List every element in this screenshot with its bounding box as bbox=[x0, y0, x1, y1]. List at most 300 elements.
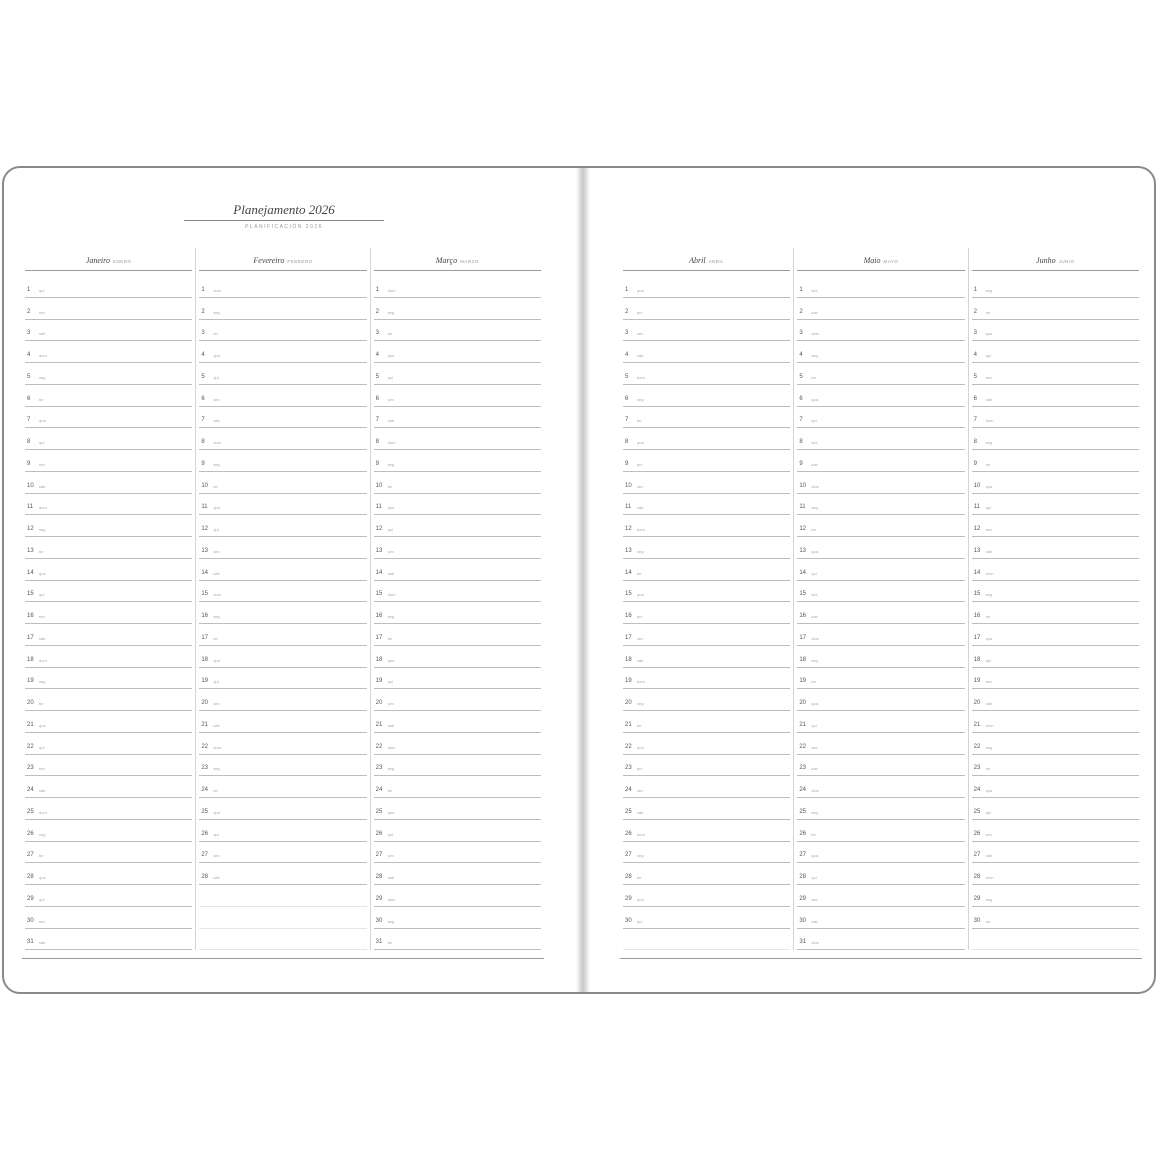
month-name-alt: JUNIO bbox=[1058, 259, 1075, 264]
weekday-label: dom bbox=[985, 722, 994, 728]
day-row[interactable] bbox=[25, 929, 192, 951]
weekday-label: dom bbox=[213, 440, 222, 445]
day-row[interactable] bbox=[25, 820, 192, 842]
day-row[interactable] bbox=[972, 450, 1139, 472]
day-list bbox=[371, 276, 544, 950]
day-row[interactable] bbox=[199, 276, 366, 298]
day-row[interactable] bbox=[374, 407, 541, 429]
day-number: 23 bbox=[973, 765, 981, 772]
day-number: 10 bbox=[625, 482, 632, 489]
day-row[interactable] bbox=[623, 863, 790, 885]
empty-day-row[interactable] bbox=[623, 929, 790, 951]
empty-day-row[interactable] bbox=[972, 929, 1139, 951]
day-row[interactable] bbox=[374, 711, 541, 733]
weekday-label: seg bbox=[213, 614, 220, 619]
day-row[interactable] bbox=[374, 820, 541, 842]
weekday-label: seg bbox=[213, 309, 220, 315]
empty-day-row[interactable] bbox=[199, 907, 366, 929]
day-row[interactable] bbox=[199, 755, 366, 777]
day-number: 3 bbox=[27, 330, 31, 337]
day-number: 2 bbox=[973, 308, 977, 315]
day-number: 11 bbox=[27, 504, 34, 511]
day-row[interactable] bbox=[25, 407, 192, 429]
day-row[interactable] bbox=[199, 863, 366, 885]
weekday-label: dom bbox=[985, 418, 994, 424]
day-row[interactable] bbox=[972, 276, 1139, 298]
day-number: 8 bbox=[375, 439, 379, 445]
day-row[interactable] bbox=[623, 428, 790, 450]
day-number: 23 bbox=[799, 765, 807, 772]
weekday-label: qui bbox=[811, 570, 817, 576]
weekday-label: qua bbox=[213, 809, 221, 815]
day-row[interactable] bbox=[199, 820, 366, 842]
day-number: 20 bbox=[375, 700, 383, 706]
day-row[interactable] bbox=[623, 494, 790, 516]
planner-title bbox=[184, 202, 384, 230]
weekday-label: qua bbox=[811, 701, 819, 706]
day-row[interactable] bbox=[374, 668, 541, 690]
day-row[interactable] bbox=[374, 624, 541, 646]
day-row[interactable] bbox=[199, 320, 366, 342]
day-number: 27 bbox=[799, 852, 807, 859]
day-row[interactable] bbox=[623, 668, 790, 690]
bottom-rule bbox=[22, 958, 544, 959]
day-row[interactable] bbox=[623, 450, 790, 472]
weekday-label: ter bbox=[387, 788, 393, 793]
day-row[interactable] bbox=[797, 711, 964, 733]
month-column-março bbox=[370, 248, 544, 950]
weekday-label: sex bbox=[811, 287, 818, 293]
day-row[interactable] bbox=[972, 515, 1139, 537]
day-number: 22 bbox=[27, 743, 34, 750]
day-row[interactable] bbox=[199, 733, 366, 755]
day-row[interactable] bbox=[25, 689, 192, 711]
day-row[interactable] bbox=[25, 711, 192, 733]
weekday-label: sáb bbox=[387, 875, 395, 880]
day-row[interactable] bbox=[623, 646, 790, 668]
day-row[interactable] bbox=[623, 755, 790, 777]
weekday-label: qui bbox=[637, 614, 643, 619]
weekday-label: qui bbox=[39, 287, 45, 293]
day-row[interactable] bbox=[623, 407, 790, 429]
day-row[interactable] bbox=[374, 885, 541, 907]
day-row[interactable] bbox=[972, 820, 1139, 842]
day-number: 27 bbox=[27, 852, 34, 859]
day-row[interactable] bbox=[797, 929, 964, 951]
day-row[interactable] bbox=[374, 798, 541, 820]
day-row[interactable] bbox=[797, 668, 964, 690]
day-row[interactable] bbox=[199, 472, 366, 494]
day-row[interactable] bbox=[623, 581, 790, 603]
day-row[interactable] bbox=[374, 537, 541, 559]
day-row[interactable] bbox=[972, 624, 1139, 646]
weekday-label: sex bbox=[985, 831, 992, 837]
day-number: 10 bbox=[27, 482, 34, 489]
day-row[interactable] bbox=[623, 320, 790, 342]
day-row[interactable] bbox=[623, 885, 790, 907]
left-months-grid bbox=[22, 248, 544, 950]
day-number: 21 bbox=[201, 721, 209, 728]
weekday-label: sáb bbox=[985, 701, 993, 706]
day-row[interactable] bbox=[623, 602, 790, 624]
weekday-label: dom bbox=[387, 744, 396, 750]
day-number: 16 bbox=[973, 613, 981, 619]
month-header bbox=[972, 248, 1139, 271]
day-row[interactable] bbox=[25, 494, 192, 516]
day-row[interactable] bbox=[797, 363, 964, 385]
weekday-label: sáb bbox=[811, 918, 818, 924]
day-row[interactable] bbox=[623, 385, 790, 407]
weekday-label: seg bbox=[811, 657, 818, 663]
day-row[interactable] bbox=[623, 559, 790, 581]
day-row[interactable] bbox=[199, 428, 366, 450]
day-row[interactable] bbox=[199, 559, 366, 581]
day-row[interactable] bbox=[374, 276, 541, 298]
day-row[interactable] bbox=[199, 668, 366, 690]
weekday-label: ter bbox=[39, 853, 44, 859]
day-row[interactable] bbox=[25, 320, 192, 342]
day-number: 1 bbox=[799, 286, 803, 293]
day-row[interactable] bbox=[797, 602, 964, 624]
day-number: 16 bbox=[201, 613, 209, 619]
day-row[interactable] bbox=[797, 472, 964, 494]
day-row[interactable] bbox=[972, 559, 1139, 581]
day-row[interactable] bbox=[797, 776, 964, 798]
day-row[interactable] bbox=[374, 472, 541, 494]
day-row[interactable] bbox=[972, 428, 1139, 450]
day-row[interactable] bbox=[199, 776, 366, 798]
weekday-label: dom bbox=[213, 287, 222, 293]
weekday-label: sex bbox=[811, 440, 818, 445]
weekday-label: ter bbox=[213, 331, 218, 337]
day-row[interactable] bbox=[623, 820, 790, 842]
day-row[interactable] bbox=[25, 537, 192, 559]
day-row[interactable] bbox=[374, 298, 541, 320]
day-row[interactable] bbox=[797, 428, 964, 450]
day-row[interactable] bbox=[25, 842, 192, 864]
day-row[interactable] bbox=[623, 276, 790, 298]
day-row[interactable] bbox=[797, 581, 964, 603]
month-name-alt: FEBRERO bbox=[287, 259, 313, 264]
day-row[interactable] bbox=[797, 820, 964, 842]
weekday-label: sáb bbox=[811, 309, 818, 315]
day-row[interactable] bbox=[199, 298, 366, 320]
day-row[interactable] bbox=[199, 624, 366, 646]
day-row[interactable] bbox=[972, 907, 1139, 929]
day-row[interactable] bbox=[374, 494, 541, 516]
day-row[interactable] bbox=[374, 341, 541, 363]
day-row[interactable] bbox=[972, 472, 1139, 494]
day-row[interactable] bbox=[25, 276, 192, 298]
day-row[interactable] bbox=[972, 711, 1139, 733]
weekday-label: qua bbox=[39, 722, 46, 728]
weekday-label: sáb bbox=[637, 809, 644, 815]
weekday-label: dom bbox=[811, 788, 820, 793]
day-row[interactable] bbox=[797, 842, 964, 864]
weekday-label: sex bbox=[985, 374, 992, 380]
day-row[interactable] bbox=[797, 450, 964, 472]
day-number: 11 bbox=[799, 504, 806, 511]
weekday-label: sáb bbox=[387, 722, 395, 728]
day-row[interactable] bbox=[623, 842, 790, 864]
day-row[interactable] bbox=[25, 341, 192, 363]
day-number: 16 bbox=[799, 613, 807, 619]
day-row[interactable] bbox=[25, 602, 192, 624]
day-row[interactable] bbox=[623, 363, 790, 385]
day-row[interactable] bbox=[972, 733, 1139, 755]
day-row[interactable] bbox=[199, 494, 366, 516]
weekday-label: qui bbox=[637, 918, 643, 924]
day-row[interactable] bbox=[25, 515, 192, 537]
day-number: 11 bbox=[375, 504, 382, 511]
day-row[interactable] bbox=[972, 537, 1139, 559]
day-row[interactable] bbox=[374, 363, 541, 385]
weekday-label: qua bbox=[387, 353, 395, 358]
day-number: 1 bbox=[625, 286, 629, 293]
day-row[interactable] bbox=[374, 689, 541, 711]
weekday-label: qui bbox=[985, 505, 991, 511]
day-row[interactable] bbox=[797, 907, 964, 929]
day-row[interactable] bbox=[374, 929, 541, 951]
day-row[interactable] bbox=[972, 863, 1139, 885]
day-row[interactable] bbox=[199, 450, 366, 472]
day-row[interactable] bbox=[199, 515, 366, 537]
day-row[interactable] bbox=[199, 842, 366, 864]
weekday-label: qui bbox=[39, 896, 45, 902]
empty-day-row[interactable] bbox=[199, 929, 366, 951]
day-row[interactable] bbox=[972, 842, 1139, 864]
day-row[interactable] bbox=[623, 624, 790, 646]
weekday-label: ter bbox=[637, 722, 642, 728]
weekday-label: sex bbox=[39, 918, 46, 924]
day-number: 15 bbox=[625, 591, 632, 598]
day-row[interactable] bbox=[374, 842, 541, 864]
day-row[interactable] bbox=[623, 515, 790, 537]
day-number: 24 bbox=[201, 787, 209, 793]
weekday-label: ter bbox=[213, 635, 218, 641]
day-row[interactable] bbox=[972, 407, 1139, 429]
day-number: 3 bbox=[375, 330, 379, 337]
day-row[interactable] bbox=[374, 515, 541, 537]
day-row[interactable] bbox=[25, 755, 192, 777]
day-number: 30 bbox=[27, 917, 34, 924]
day-number: 2 bbox=[625, 308, 629, 315]
weekday-label: sex bbox=[213, 548, 220, 554]
day-row[interactable] bbox=[972, 341, 1139, 363]
weekday-label: qua bbox=[39, 570, 46, 576]
day-row[interactable] bbox=[797, 559, 964, 581]
weekday-label: qua bbox=[985, 635, 993, 641]
day-row[interactable] bbox=[797, 863, 964, 885]
day-row[interactable] bbox=[199, 385, 366, 407]
month-column-junho bbox=[968, 248, 1142, 950]
day-number: 15 bbox=[799, 591, 807, 598]
day-row[interactable] bbox=[374, 602, 541, 624]
day-row[interactable] bbox=[374, 559, 541, 581]
day-row[interactable] bbox=[25, 624, 192, 646]
day-row[interactable] bbox=[972, 646, 1139, 668]
day-row[interactable] bbox=[623, 298, 790, 320]
day-row[interactable] bbox=[25, 885, 192, 907]
day-number: 15 bbox=[27, 591, 34, 598]
day-row[interactable] bbox=[972, 668, 1139, 690]
day-row[interactable] bbox=[25, 733, 192, 755]
day-row[interactable] bbox=[25, 581, 192, 603]
day-row[interactable] bbox=[25, 450, 192, 472]
day-number: 26 bbox=[625, 830, 632, 837]
day-row[interactable] bbox=[797, 733, 964, 755]
day-row[interactable] bbox=[797, 689, 964, 711]
weekday-label: qui bbox=[637, 309, 643, 315]
day-row[interactable] bbox=[972, 885, 1139, 907]
day-number: 7 bbox=[799, 417, 803, 424]
day-row[interactable] bbox=[25, 472, 192, 494]
day-number: 22 bbox=[375, 743, 383, 750]
day-number: 11 bbox=[201, 504, 208, 511]
weekday-label: qua bbox=[637, 592, 644, 598]
day-row[interactable] bbox=[972, 755, 1139, 777]
weekday-label: seg bbox=[985, 440, 993, 445]
day-row[interactable] bbox=[623, 776, 790, 798]
weekday-label: ter bbox=[985, 766, 991, 772]
day-row[interactable] bbox=[623, 733, 790, 755]
day-row[interactable] bbox=[374, 385, 541, 407]
day-row[interactable] bbox=[199, 798, 366, 820]
day-number: 28 bbox=[201, 874, 209, 880]
day-number: 4 bbox=[799, 352, 803, 358]
day-row[interactable] bbox=[199, 581, 366, 603]
day-row[interactable] bbox=[199, 689, 366, 711]
day-row[interactable] bbox=[25, 776, 192, 798]
day-row[interactable] bbox=[199, 537, 366, 559]
weekday-label: seg bbox=[637, 701, 644, 706]
day-row[interactable] bbox=[623, 537, 790, 559]
day-number: 12 bbox=[625, 526, 632, 532]
day-list bbox=[794, 276, 967, 950]
day-number: 9 bbox=[201, 460, 205, 467]
day-row[interactable] bbox=[972, 298, 1139, 320]
day-row[interactable] bbox=[25, 907, 192, 929]
day-row[interactable] bbox=[25, 798, 192, 820]
day-row[interactable] bbox=[972, 776, 1139, 798]
weekday-label: seg bbox=[985, 896, 993, 902]
day-row[interactable] bbox=[797, 798, 964, 820]
day-row[interactable] bbox=[199, 711, 366, 733]
day-row[interactable] bbox=[199, 407, 366, 429]
day-number: 2 bbox=[201, 308, 205, 315]
weekday-label: sex bbox=[637, 635, 644, 641]
day-number: 18 bbox=[625, 656, 632, 663]
day-row[interactable] bbox=[199, 341, 366, 363]
day-row[interactable] bbox=[623, 907, 790, 929]
day-row[interactable] bbox=[797, 537, 964, 559]
day-row[interactable] bbox=[972, 494, 1139, 516]
day-number: 15 bbox=[375, 591, 383, 598]
day-number: 6 bbox=[625, 395, 629, 402]
day-number: 25 bbox=[201, 808, 209, 815]
day-row[interactable] bbox=[25, 363, 192, 385]
weekday-label: dom bbox=[637, 527, 645, 532]
day-row[interactable] bbox=[374, 581, 541, 603]
day-row[interactable] bbox=[374, 450, 541, 472]
day-row[interactable] bbox=[797, 755, 964, 777]
day-row[interactable] bbox=[972, 798, 1139, 820]
weekday-label: seg bbox=[39, 679, 46, 685]
day-row[interactable] bbox=[623, 689, 790, 711]
day-row[interactable] bbox=[25, 863, 192, 885]
day-row[interactable] bbox=[25, 646, 192, 668]
page-title: Planejamento 2026 bbox=[184, 202, 384, 221]
day-row[interactable] bbox=[25, 559, 192, 581]
day-row[interactable] bbox=[623, 798, 790, 820]
day-row[interactable] bbox=[972, 385, 1139, 407]
day-row[interactable] bbox=[972, 581, 1139, 603]
day-row[interactable] bbox=[25, 385, 192, 407]
day-row[interactable] bbox=[972, 602, 1139, 624]
day-number: 14 bbox=[799, 569, 807, 576]
day-number: 3 bbox=[201, 330, 205, 337]
day-row[interactable] bbox=[199, 602, 366, 624]
day-row[interactable] bbox=[623, 472, 790, 494]
empty-day-row[interactable] bbox=[199, 885, 366, 907]
day-row[interactable] bbox=[623, 341, 790, 363]
day-row[interactable] bbox=[797, 341, 964, 363]
day-row[interactable] bbox=[374, 907, 541, 929]
weekday-label: dom bbox=[985, 875, 994, 880]
weekday-label: qui bbox=[985, 353, 991, 358]
day-row[interactable] bbox=[374, 733, 541, 755]
month-name-alt: ENERO bbox=[112, 259, 132, 264]
day-row[interactable] bbox=[797, 298, 964, 320]
weekday-label: dom bbox=[39, 657, 47, 663]
day-row[interactable] bbox=[623, 711, 790, 733]
day-number: 5 bbox=[625, 373, 629, 380]
day-row[interactable] bbox=[374, 320, 541, 342]
day-row[interactable] bbox=[797, 646, 964, 668]
day-number: 17 bbox=[973, 634, 981, 641]
day-row[interactable] bbox=[25, 668, 192, 690]
day-row[interactable] bbox=[797, 276, 964, 298]
day-row[interactable] bbox=[374, 428, 541, 450]
day-row[interactable] bbox=[797, 385, 964, 407]
day-row[interactable] bbox=[797, 515, 964, 537]
day-row[interactable] bbox=[797, 885, 964, 907]
day-row[interactable] bbox=[199, 363, 366, 385]
weekday-label: seg bbox=[39, 527, 46, 532]
day-row[interactable] bbox=[972, 363, 1139, 385]
day-row[interactable] bbox=[374, 646, 541, 668]
weekday-label: seg bbox=[637, 548, 644, 554]
day-row[interactable] bbox=[25, 298, 192, 320]
weekday-label: qui bbox=[387, 527, 393, 532]
weekday-label: sáb bbox=[811, 614, 818, 619]
day-number: 12 bbox=[201, 526, 209, 532]
day-row[interactable] bbox=[374, 776, 541, 798]
day-row[interactable] bbox=[972, 689, 1139, 711]
day-row[interactable] bbox=[797, 624, 964, 646]
day-row[interactable] bbox=[972, 320, 1139, 342]
day-row[interactable] bbox=[797, 320, 964, 342]
day-number: 26 bbox=[375, 830, 383, 837]
day-row[interactable] bbox=[199, 646, 366, 668]
day-row[interactable] bbox=[374, 755, 541, 777]
day-row[interactable] bbox=[374, 863, 541, 885]
day-row[interactable] bbox=[797, 407, 964, 429]
day-row[interactable] bbox=[797, 494, 964, 516]
weekday-label: ter bbox=[985, 461, 991, 467]
day-number: 16 bbox=[27, 613, 34, 619]
day-row[interactable] bbox=[25, 428, 192, 450]
